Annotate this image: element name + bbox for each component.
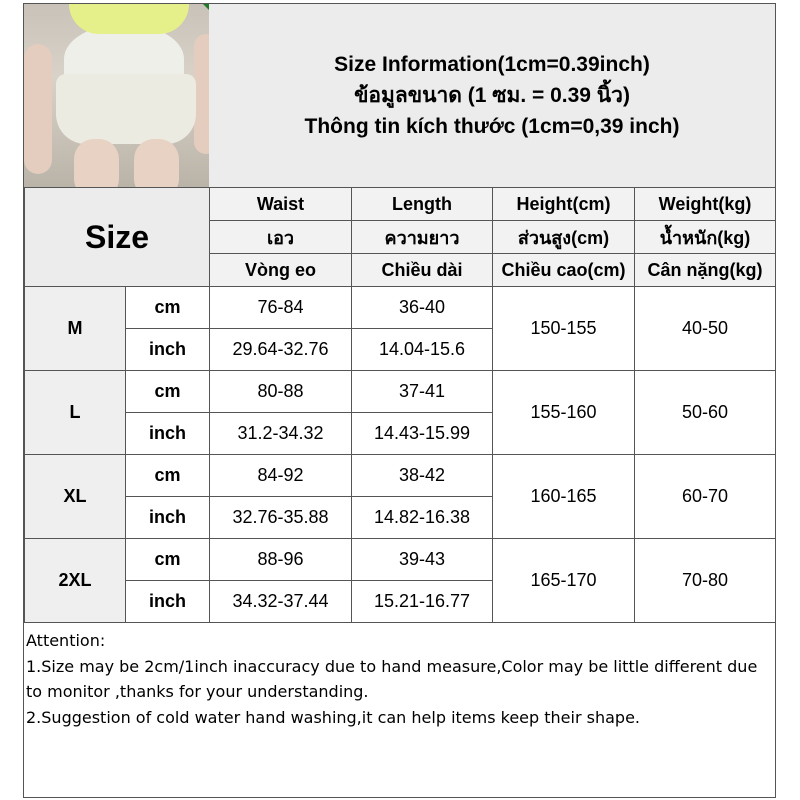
title-vietnamese: Thông tin kích thước (1cm=0,39 inch): [304, 115, 680, 138]
weight-range: 60-70: [635, 455, 776, 539]
weight-range: 50-60: [635, 371, 776, 455]
waist-cm: 80-88: [210, 371, 352, 413]
length-inch: 15.21-16.77: [352, 581, 493, 623]
col-weight-vi: Cân nặng(kg): [635, 254, 776, 287]
col-weight-th: น้ำหนัก(kg): [635, 221, 776, 254]
length-cm: 39-43: [352, 539, 493, 581]
table-row: [25, 455, 776, 497]
attention-notes: [26, 628, 771, 730]
size-label: M: [25, 287, 126, 371]
size-chart-sheet: [23, 3, 776, 798]
table-row: [25, 287, 776, 329]
col-waist-vi: Vòng eo: [210, 254, 352, 287]
attention-line-2: 2.Suggestion of cold water hand washing,it can help items keep their shape.: [26, 707, 640, 727]
length-cm: 37-41: [352, 371, 493, 413]
waist-cm: 76-84: [210, 287, 352, 329]
col-length-th: ความยาว: [352, 221, 493, 254]
table-row: [25, 539, 776, 581]
size-label: 2XL: [25, 539, 126, 623]
size-info-header: [209, 4, 775, 187]
col-height-th: ส่วนสูง(cm): [493, 221, 635, 254]
unit-inch: inch: [126, 413, 210, 455]
col-length-vi: Chiều dài: [352, 254, 493, 287]
unit-cm: cm: [126, 539, 210, 581]
size-label: L: [25, 371, 126, 455]
waist-cm: 88-96: [210, 539, 352, 581]
length-inch: 14.82-16.38: [352, 497, 493, 539]
size-header: Size: [25, 188, 210, 287]
waist-inch: 34.32-37.44: [210, 581, 352, 623]
size-label: XL: [25, 455, 126, 539]
product-photo: [24, 4, 210, 187]
unit-inch: inch: [126, 329, 210, 371]
waist-inch: 31.2-34.32: [210, 413, 352, 455]
length-inch: 14.04-15.6: [352, 329, 493, 371]
length-cm: 36-40: [352, 287, 493, 329]
height-range: 160-165: [493, 455, 635, 539]
col-waist-en: Waist: [210, 188, 352, 221]
waist-cm: 84-92: [210, 455, 352, 497]
unit-cm: cm: [126, 287, 210, 329]
weight-range: 40-50: [635, 287, 776, 371]
col-height-en: Height(cm): [493, 188, 635, 221]
col-weight-en: Weight(kg): [635, 188, 776, 221]
unit-cm: cm: [126, 455, 210, 497]
title-english: Size Information(1cm=0.39inch): [334, 53, 650, 76]
waist-inch: 29.64-32.76: [210, 329, 352, 371]
height-range: 155-160: [493, 371, 635, 455]
height-range: 150-155: [493, 287, 635, 371]
col-waist-th: เอว: [210, 221, 352, 254]
attention-line-1: 1.Size may be 2cm/1inch inaccuracy due to hand measure,Color may be little different due to monitor ,thanks for your understanding.: [26, 656, 758, 701]
size-table: [24, 187, 776, 623]
attention-title: Attention:: [26, 631, 106, 650]
length-cm: 38-42: [352, 455, 493, 497]
unit-inch: inch: [126, 497, 210, 539]
col-height-vi: Chiều cao(cm): [493, 254, 635, 287]
title-thai: ข้อมูลขนาด (1 ซม. = 0.39 นิ้ว): [354, 84, 630, 107]
length-inch: 14.43-15.99: [352, 413, 493, 455]
height-range: 165-170: [493, 539, 635, 623]
col-length-en: Length: [352, 188, 493, 221]
unit-cm: cm: [126, 371, 210, 413]
waist-inch: 32.76-35.88: [210, 497, 352, 539]
unit-inch: inch: [126, 581, 210, 623]
weight-range: 70-80: [635, 539, 776, 623]
table-row: [25, 371, 776, 413]
